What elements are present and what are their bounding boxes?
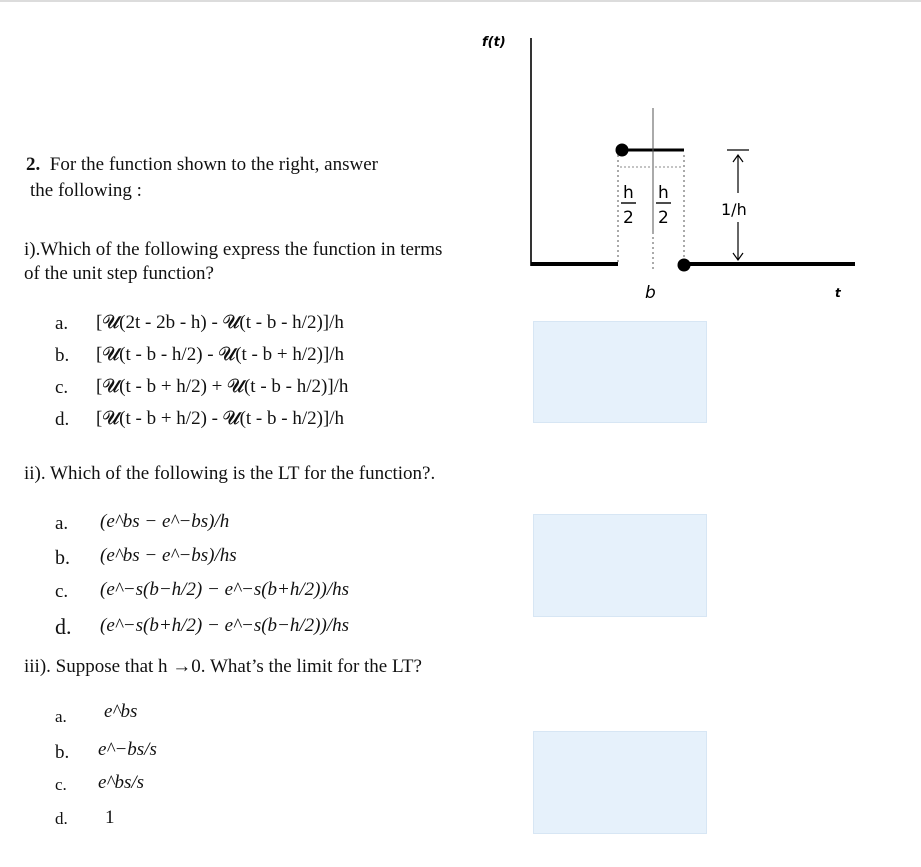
- part-iii-option-b: e^−bs/s: [98, 739, 157, 760]
- question-prompt-line2: the following :: [30, 180, 142, 201]
- part-i-question-line2: of the unit step function?: [24, 263, 214, 284]
- half-width-right-den: 2: [658, 208, 669, 228]
- part-ii-question: ii). Which of the following is the LT for the function?.: [24, 463, 436, 484]
- part-i-question-line1: i).Which of the following express the function in terms: [24, 239, 443, 260]
- part-ii-option-b: (e^bs − e^−bs)/hs: [100, 545, 237, 566]
- part-iii-option-d: 1: [105, 807, 115, 828]
- part-iii-option-b-letter: b.: [55, 742, 70, 763]
- part-i-option-d-letter: d.: [55, 409, 70, 430]
- pulse-end-dot: [678, 259, 691, 272]
- part-iii-question: iii). Suppose that h →0. What’s the limit for the LT?: [24, 656, 422, 677]
- height-label: 1/h: [721, 200, 747, 219]
- half-width-left-den: 2: [623, 208, 634, 228]
- part-ii-option-c-letter: c.: [55, 581, 69, 602]
- part-iii-option-c-letter: c.: [55, 775, 67, 794]
- question-number: 2.: [26, 154, 41, 175]
- part-iii-option-d-letter: d.: [55, 809, 68, 828]
- question-prompt-text: For the function shown to the right, answer: [49, 154, 378, 175]
- part-ii-option-c: (e^−s(b−h/2) − e^−s(b+h/2))/hs: [100, 579, 349, 600]
- function-graph: [0, 0, 921, 320]
- part-i-option-c: [𝓤(t - b + h/2) + 𝓤(t - b - h/2)]/h: [96, 376, 349, 397]
- part-ii-option-a: (e^bs − e^−bs)/h: [100, 511, 230, 532]
- part-ii-option-d: (e^−s(b+h/2) − e^−s(b−h/2))/hs: [100, 615, 349, 636]
- part-i-answer-box[interactable]: [533, 321, 707, 423]
- pulse-start-dot: [616, 144, 629, 157]
- part-ii-option-d-letter: d.: [55, 614, 72, 639]
- half-width-left-num: h: [623, 183, 634, 203]
- half-width-right-num: h: [658, 183, 669, 203]
- part-ii-option-b-letter: b.: [55, 547, 70, 569]
- x-axis-label: t: [835, 286, 841, 300]
- part-i-option-b-letter: b.: [55, 345, 70, 366]
- part-i-option-d: [𝓤(t - b + h/2) - 𝓤(t - b - h/2)]/h: [96, 408, 345, 429]
- part-iii-option-a-letter: a.: [55, 707, 67, 726]
- part-ii-option-a-letter: a.: [55, 513, 69, 534]
- part-i-option-b: [𝓤(t - b - h/2) - 𝓤(t - b + h/2)]/h: [96, 344, 345, 365]
- part-iii-option-c: e^bs/s: [98, 772, 145, 793]
- y-axis-label: f(t): [482, 35, 506, 50]
- part-iii-option-a: e^bs: [104, 701, 138, 722]
- part-i-option-a-letter: a.: [55, 313, 69, 334]
- part-i-option-a: [𝓤(2t - 2b - h) - 𝓤(t - b - h/2)]/h: [96, 312, 344, 333]
- part-iii-answer-box[interactable]: [533, 731, 707, 834]
- part-i-option-c-letter: c.: [55, 377, 69, 398]
- part-ii-answer-box[interactable]: [533, 514, 707, 617]
- b-label: b: [645, 283, 656, 303]
